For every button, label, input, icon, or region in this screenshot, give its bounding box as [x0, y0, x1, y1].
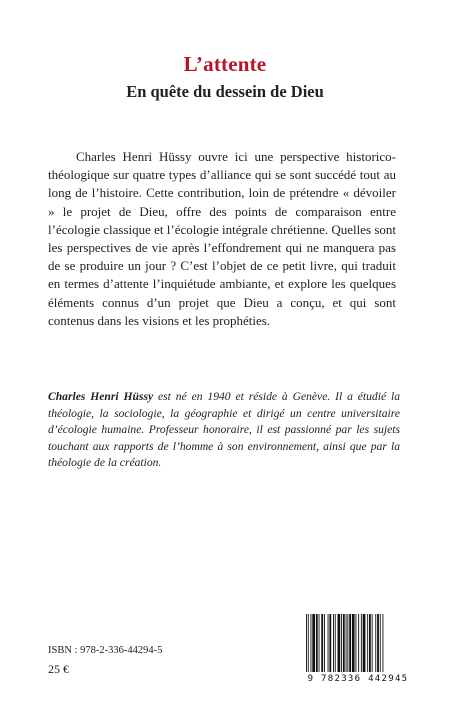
author-bio — [48, 389, 400, 472]
synopsis-paragraph: Charles Henri Hüssy ouvre ici une perspective historico-théologique sur quatre types d’alliance qui se sont succédé tout au long de l’histoire. Cette contribution, loin de prétendre « dévoiler » le projet de Dieu, offre des points de comparaison entre l’écologie classique et l’écologie intégrale chrétienne. Quelles sont les perspectives de vie après l’effondrement qui ne manquera pas de se produire un jour ? C’est l’objet de ce petit livre, qui traduit en termes d’attente l’inquiétude ambiante, et explore les quelques éléments connus d’un projet que Dieu a conçu, et qui sont contenus dans les visions et les prophéties. — [48, 149, 396, 328]
price-text: 25 € — [48, 662, 69, 676]
book-title: L’attente — [183, 52, 267, 76]
barcode-number: 9 782336 442945 — [307, 674, 409, 684]
author-name: Charles Henri Hüssy — [48, 390, 154, 403]
barcode-bars — [304, 614, 412, 672]
book-subtitle: En quête du dessein de Dieu — [126, 82, 324, 101]
author-bio-text: est né en 1940 et réside à Genève. Il a étudié la théologie, la sociologie, la géographie et dirigé un centre universitaire d’écologie humaine. Professeur honoraire, il est passionné par les sujets touchant aux rapports de l’homme à son environnement, ainsi que par la théologie de la création. — [48, 390, 400, 470]
isbn-text: ISBN : 978-2-336-44294-5 — [48, 645, 163, 656]
